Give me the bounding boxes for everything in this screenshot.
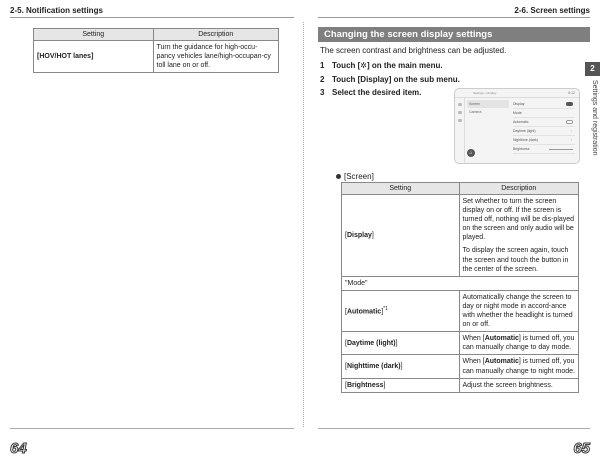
right-page-header: 2-6. Screen settings — [514, 6, 590, 15]
screenshot-left-bar — [455, 98, 465, 163]
setting-label: Automatic — [346, 308, 382, 316]
chevron-right-icon: › — [570, 128, 572, 133]
chapter-title-tab: Settings and registration — [591, 80, 598, 156]
step-text-post: ] on the main menu. — [367, 61, 443, 70]
menu-icon — [458, 103, 462, 106]
bullet-dot-icon — [336, 174, 341, 179]
toggle-off-icon — [566, 120, 573, 124]
description-automatic: Automatically change the screen to day or night mode in accord-ance with whether the headlight is turned on or off. — [459, 290, 579, 331]
screenshot-row-mode: Mode — [513, 109, 575, 118]
setting-brightness: [Brightness] — [342, 378, 460, 392]
table-row — [342, 276, 579, 290]
display-settings-screenshot — [454, 88, 580, 164]
footnote-marker: *1 — [383, 305, 388, 312]
screenshot-row-display: Display — [513, 100, 575, 109]
chapter-number-tab: 2 — [585, 62, 600, 76]
intro-text: The screen contrast and brightness can be adjusted. — [320, 46, 507, 55]
left-header-rule — [10, 17, 294, 18]
hov-settings-table — [33, 28, 279, 73]
screenshot-row-brightness: Brightness — [513, 145, 575, 154]
chevron-right-icon: › — [570, 137, 572, 142]
setting-daytime: [Daytime (light)] — [342, 332, 460, 355]
description-hov-hot-lanes: Turn the guidance for high-occu-pancy vehicles lane/high-occupan-cy toll lane on or off. — [153, 41, 279, 73]
step-2 — [320, 75, 460, 84]
setting-label: Daytime (light) — [346, 339, 396, 347]
screenshot-sub-menu — [467, 100, 509, 116]
step-number: 1 — [320, 61, 325, 70]
table-row — [342, 290, 579, 331]
toggle-on-icon — [566, 102, 573, 106]
media-icon — [458, 119, 462, 122]
description-display — [459, 195, 579, 277]
table-row — [342, 195, 579, 277]
slider-icon — [549, 149, 573, 150]
step-text: Select the desired item. — [332, 88, 422, 97]
left-footer-rule — [10, 428, 294, 429]
column-header-setting: Setting — [342, 183, 460, 195]
screenshot-title: Settings › Display — [473, 91, 497, 95]
screenshot-panel — [513, 100, 575, 154]
screenshot-clock: 6:12 — [568, 91, 575, 95]
column-header-setting: Setting — [34, 29, 154, 41]
right-page-number: 65 — [573, 440, 590, 457]
screenshot-top-bar — [455, 89, 579, 98]
table-row — [34, 41, 279, 73]
table-header-row — [342, 183, 579, 195]
mode-group-header: "Mode" — [342, 276, 579, 290]
setting-label: [HOV/HOT lanes] — [37, 53, 94, 61]
setting-display: [Display] — [342, 195, 460, 277]
column-header-description: Description — [153, 29, 279, 41]
column-header-description: Description — [459, 183, 579, 195]
description-paragraph: To display the screen again, touch the screen and touch the button in the center of the screen. — [462, 247, 569, 273]
step-1 — [320, 61, 443, 70]
step-number: 2 — [320, 75, 325, 84]
screenshot-row-automatic: Automatic — [513, 118, 575, 127]
description-brightness: Adjust the screen brightness. — [459, 378, 579, 392]
step-text: Touch [Display] on the sub menu. — [332, 75, 460, 84]
screenshot-menu-screen: Screen — [467, 100, 509, 108]
table-row — [342, 378, 579, 392]
table-row — [342, 355, 579, 378]
left-page-number: 64 — [10, 440, 27, 457]
setting-nighttime: [Nighttime (dark)] — [342, 355, 460, 378]
step-number: 3 — [320, 88, 325, 97]
bullet-label: [Screen] — [344, 172, 374, 181]
step-3 — [320, 88, 421, 97]
right-header-rule — [318, 17, 590, 18]
setting-label: Display — [346, 231, 372, 239]
screenshot-row-daytime: Daytime (light) › — [513, 127, 575, 136]
bullet-screen — [336, 172, 374, 181]
description-paragraph: Set whether to turn the screen display on or off. If the screen is turned off, nothing will be dis-played on the screen and only audio will be played. — [462, 198, 575, 242]
phone-icon — [458, 111, 462, 114]
screen-settings-table — [341, 182, 579, 393]
description-daytime: When [Automatic] is turned off, you can manually change to day mode. — [459, 332, 579, 355]
screenshot-menu-camera: Camera — [469, 110, 482, 114]
setting-label: Brightness — [346, 381, 384, 389]
table-row — [342, 332, 579, 355]
home-icon: ⌂ — [467, 149, 475, 157]
step-text-pre: Touch [ — [332, 61, 361, 70]
section-title: Changing the screen display settings — [318, 27, 590, 42]
page-divider — [303, 22, 304, 427]
gear-icon: ✲ — [360, 61, 367, 70]
table-header-row — [34, 29, 279, 41]
setting-hov-hot-lanes — [34, 41, 154, 73]
left-page-header: 2-5. Notification settings — [10, 6, 103, 15]
setting-automatic: [Automatic]$^{*1}$ — [342, 290, 460, 331]
setting-label: Nighttime (dark) — [346, 362, 401, 370]
right-footer-rule — [318, 428, 590, 429]
screenshot-row-nighttime: Nighttime (dark) › — [513, 136, 575, 145]
description-nighttime: When [Automatic] is turned off, you can manually change to night mode. — [459, 355, 579, 378]
